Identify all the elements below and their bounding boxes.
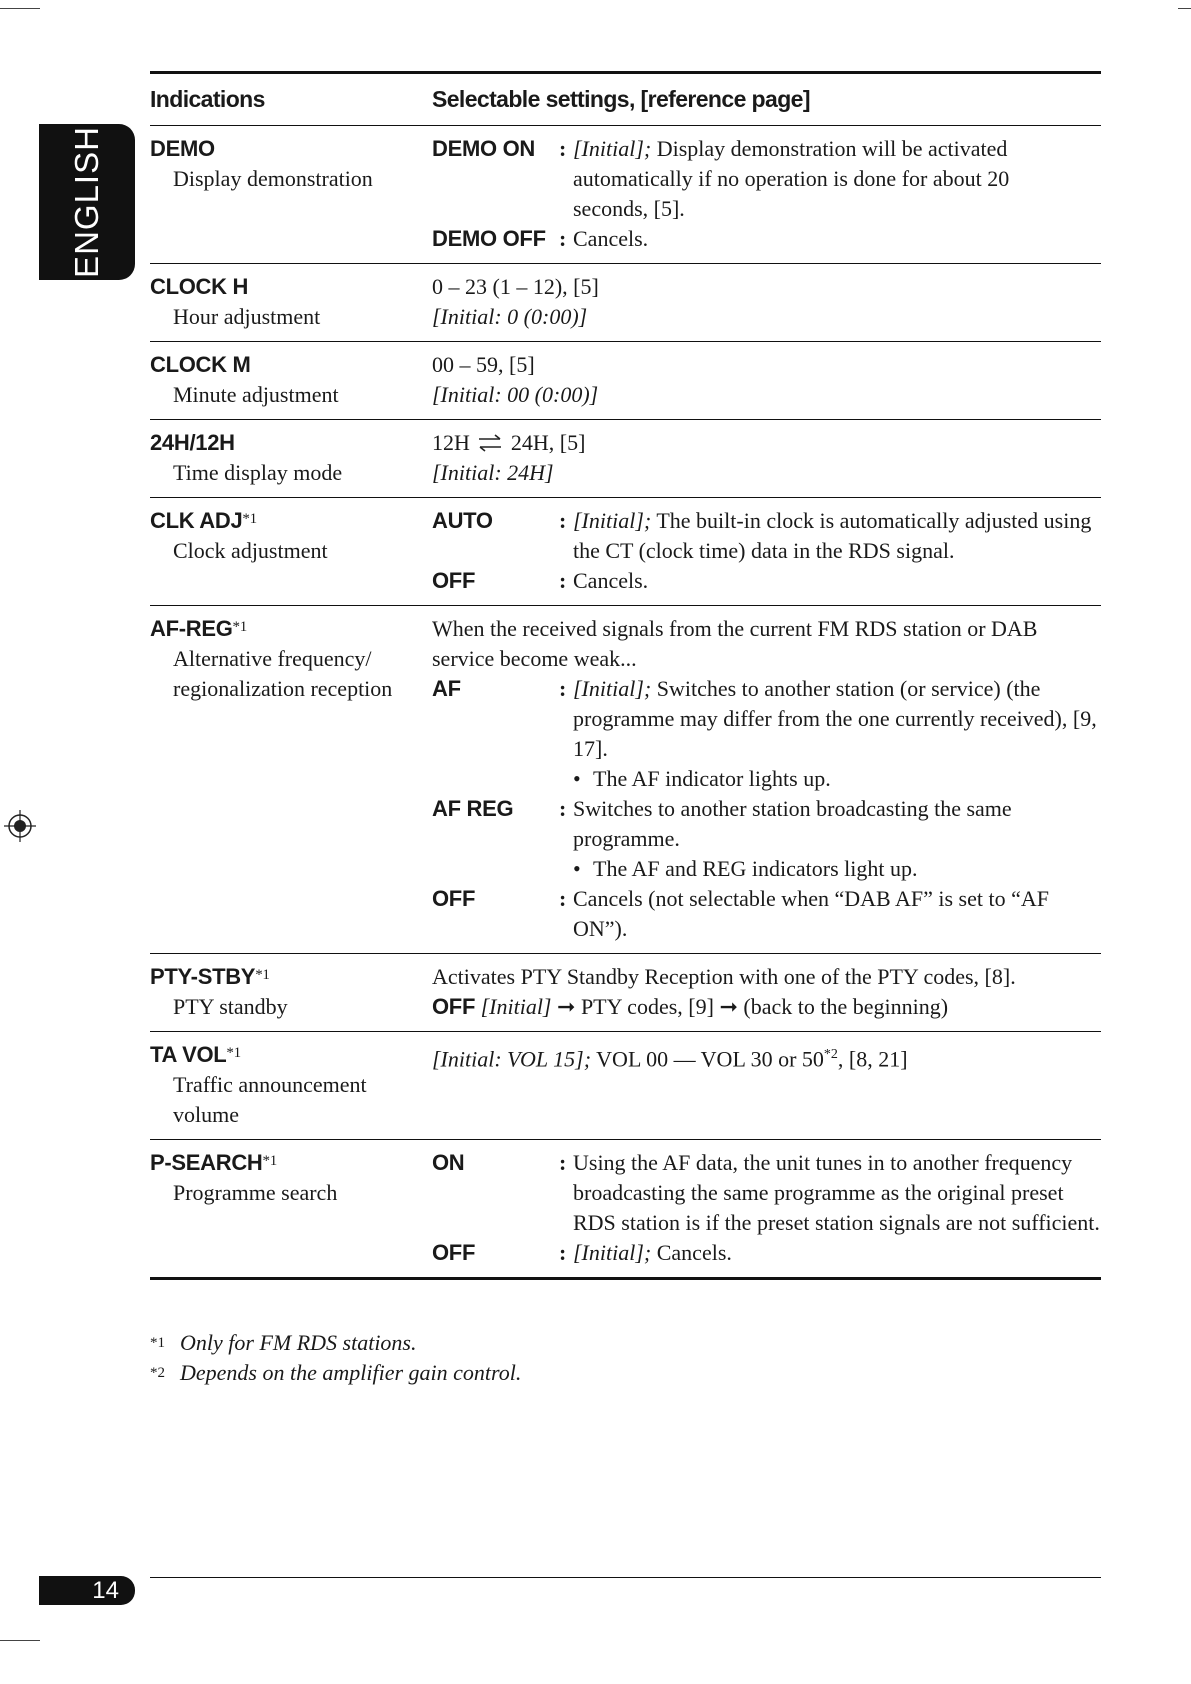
table-row-24h-12h (150, 420, 1101, 498)
setting-range: VOL 00 — VOL 30 or 50 (591, 1046, 824, 1072)
option-text: Cancels (not selectable when “DAB AF” is set to “AF ON”). (573, 886, 1049, 941)
footnote-mark: *2 (150, 1365, 165, 1381)
option-colon: : (559, 226, 567, 251)
initial-label: [Initial]; (573, 136, 652, 161)
footnote-mark: *1 (150, 1335, 165, 1351)
footnote-item (150, 1328, 521, 1358)
footnote-mark: *1 (232, 619, 247, 635)
option-text: Cancels. (573, 568, 649, 593)
option-key: DEMO ON (432, 136, 536, 161)
header-indications: Indications (150, 86, 265, 112)
table-row-clock-h (150, 264, 1101, 342)
language-tab (39, 124, 135, 280)
footnote-mark: *1 (226, 1045, 241, 1061)
option-text: Switches to another station broadcasting the same programme. (573, 796, 1012, 851)
indication-code: CLOCK H (150, 274, 249, 299)
footnote-mark: *2 (823, 1047, 838, 1062)
option-text: Cancels. (651, 1240, 732, 1265)
table-row-ta-vol (150, 1032, 1101, 1140)
option-colon: : (559, 136, 567, 161)
initial-label: [Initial: VOL 15]; (432, 1046, 592, 1072)
crop-mark-top-right (1178, 8, 1191, 9)
option-colon: : (559, 676, 567, 701)
crop-mark-top-left (0, 8, 40, 9)
footnote-mark: *1 (242, 511, 257, 527)
footnote-mark: *1 (255, 967, 270, 983)
indication-description: volume (173, 1102, 239, 1127)
bullet-icon: • (573, 856, 581, 881)
table-row-clock-m (150, 342, 1101, 420)
table-row-clk-adj (150, 498, 1101, 606)
option-colon: : (559, 886, 567, 911)
footnote-text: Depends on the amplifier gain control. (180, 1360, 522, 1385)
indication-code: CLOCK M (150, 352, 251, 377)
indication-code: CLK ADJ (150, 508, 243, 533)
indication-code: TA VOL (150, 1042, 227, 1067)
indication-code: DEMO (150, 136, 215, 161)
initial-label: [Initial] (480, 994, 552, 1019)
settings-table (150, 71, 1101, 1280)
registration-mark-icon (4, 810, 36, 842)
setting-option-a: 12H (432, 430, 470, 455)
setting-option: (back to the beginning) (743, 994, 949, 1019)
page-number-tab (39, 1576, 135, 1605)
option-key: AF (432, 676, 461, 701)
setting-intro: When the received signals from the current FM RDS station or DAB service become weak... (432, 616, 1038, 671)
option-text: Using the AF data, the unit tunes in to another frequency broadcasting the same programme as the original preset RDS station is if the preset station signals are not sufficient. (573, 1150, 1100, 1235)
table-header (150, 74, 1101, 126)
footnote-item (150, 1358, 521, 1388)
setting-option-b: 24H, [5] (510, 430, 586, 455)
indication-description: Minute adjustment (173, 382, 339, 407)
setting-description: Activates PTY Standby Reception with one of the PTY codes, [8]. (432, 964, 1016, 989)
option-key: AUTO (432, 508, 493, 533)
indication-code: AF-REG (150, 616, 233, 641)
indication-description: Display demonstration (173, 166, 373, 191)
initial-label: [Initial: 24H] (432, 460, 554, 485)
option-key: OFF (432, 1240, 476, 1265)
indication-description: Traffic announcement (173, 1072, 367, 1097)
crop-mark-bottom-left (0, 1640, 40, 1641)
indication-code: 24H/12H (150, 430, 235, 455)
footer-rule (150, 1577, 1101, 1578)
option-key: ON (432, 1150, 465, 1175)
setting-option: PTY codes, [9] (580, 994, 714, 1019)
setting-range: 0 – 23 (1 – 12), [5] (432, 274, 599, 299)
table-row-af-reg (150, 606, 1101, 954)
initial-label: [Initial]; (573, 676, 652, 701)
footnote-mark: *1 (262, 1153, 277, 1169)
bullet-text: The AF indicator lights up. (593, 766, 831, 791)
language-tab-label: ENGLISH (68, 126, 105, 278)
option-colon: : (559, 508, 567, 533)
option-text: Switches to another station (or service) (the programme may differ from the one currently received), [9, 17]. (573, 676, 1097, 761)
option-key: OFF (432, 994, 476, 1019)
option-text: The built-in clock is automatically adjusted using the CT (clock time) data in the RDS signal. (573, 508, 1092, 563)
option-key: OFF (432, 568, 476, 593)
footnotes (150, 1328, 521, 1388)
footnote-text: Only for FM RDS stations. (180, 1330, 417, 1355)
initial-label: [Initial]; (573, 1240, 652, 1265)
indication-description: regionalization reception (173, 676, 393, 701)
indication-description: Hour adjustment (173, 304, 321, 329)
toggle-arrows-icon (477, 434, 503, 452)
option-text: Cancels. (573, 226, 649, 251)
indication-description: PTY standby (173, 994, 288, 1019)
bullet-text: The AF and REG indicators light up. (593, 856, 918, 881)
bullet-icon: • (573, 766, 581, 791)
table-row-p-search (150, 1140, 1101, 1280)
option-colon: : (559, 1240, 567, 1265)
table-row-demo (150, 126, 1101, 264)
option-colon: : (559, 568, 567, 593)
indication-code: P-SEARCH (150, 1150, 263, 1175)
option-key: OFF (432, 886, 476, 911)
header-settings: Selectable settings, [reference page] (432, 86, 810, 112)
option-key: DEMO OFF (432, 226, 546, 251)
setting-reference: , [8, 21] (837, 1046, 908, 1072)
option-colon: : (559, 796, 567, 821)
page-number: 14 (92, 1577, 119, 1604)
indication-code: PTY-STBY (150, 964, 256, 989)
indication-description: Alternative frequency/ (173, 646, 372, 671)
option-text: Display demonstration will be activated automatically if no operation is done for about 20 seconds, [5]. (573, 136, 1010, 221)
indication-description: Programme search (173, 1180, 338, 1205)
initial-label: [Initial]; (573, 508, 652, 533)
arrow-right-icon: ➞ (719, 994, 738, 1019)
initial-label: [Initial: 0 (0:00)] (432, 304, 588, 329)
indication-description: Time display mode (173, 460, 343, 485)
indication-description: Clock adjustment (173, 538, 328, 563)
initial-label: [Initial: 00 (0:00)] (432, 382, 599, 407)
option-key: AF REG (432, 796, 514, 821)
option-colon: : (559, 1150, 567, 1175)
setting-range: 00 – 59, [5] (432, 352, 535, 377)
arrow-right-icon: ➞ (557, 994, 576, 1019)
table-row-pty-stby (150, 954, 1101, 1032)
